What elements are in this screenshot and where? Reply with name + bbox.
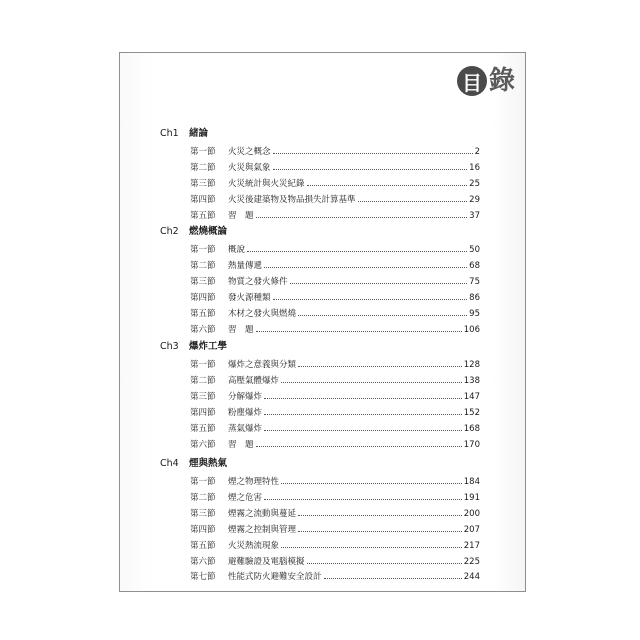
page-number: 191 [463, 492, 480, 503]
toc-entry [190, 436, 480, 450]
page-number: 217 [463, 540, 480, 551]
toc-entry [190, 489, 480, 503]
toc-entry [190, 241, 480, 255]
page-number: 68 [469, 260, 480, 271]
section-title: 分解爆炸 [228, 391, 263, 402]
toc-entry [190, 521, 480, 535]
toc-entry [190, 505, 480, 519]
dot-leader [264, 267, 467, 268]
section-title: 熱量傳遞 [228, 260, 263, 271]
page-number: 244 [463, 572, 480, 583]
toc-entry [190, 273, 480, 287]
section-title: 高壓氣體爆炸 [228, 375, 280, 386]
dot-leader [324, 578, 462, 579]
section-title: 習 題 [228, 439, 254, 450]
chapter-heading [160, 223, 227, 237]
page-number: 147 [463, 391, 480, 402]
page-number: 200 [463, 508, 480, 519]
dot-leader [264, 398, 462, 399]
section-number: 第五節 [190, 308, 216, 319]
section-title: 煙霧之流動與蔓延 [228, 508, 297, 519]
section-title: 木材之發火與燃燒 [228, 308, 297, 319]
section-title: 發火源種類 [228, 292, 271, 303]
dot-leader [264, 414, 462, 415]
page-number: 152 [463, 407, 480, 418]
chapter-heading [160, 125, 208, 139]
toc-entry [190, 321, 480, 335]
dot-leader [358, 201, 468, 202]
section-number: 第六節 [190, 324, 216, 335]
dot-leader [281, 483, 462, 484]
header-char-1: 目 [457, 66, 487, 96]
section-title: 煙之危害 [228, 492, 263, 503]
dot-leader [264, 430, 462, 431]
page-number: 50 [469, 245, 480, 255]
section-title: 概說 [228, 245, 246, 255]
toc-entry [190, 143, 480, 157]
section-number: 第二節 [190, 260, 216, 271]
chapter-heading [160, 338, 227, 352]
page-number: 29 [469, 194, 480, 205]
page-number: 106 [463, 324, 480, 335]
dot-leader [307, 563, 462, 564]
page-number: 37 [469, 210, 480, 221]
section-number: 第六節 [190, 556, 216, 567]
dot-leader [256, 446, 462, 447]
dot-leader [298, 366, 462, 367]
chapter-number: Ch2 [160, 226, 179, 237]
section-title: 爆炸之意義與分類 [228, 360, 297, 370]
page-number: 75 [469, 276, 480, 287]
toc-entry [190, 305, 480, 319]
section-title: 煙霧之控制與管理 [228, 524, 297, 535]
toc-entry [190, 473, 480, 487]
section-number: 第四節 [190, 292, 216, 303]
toc-entry [190, 388, 480, 402]
toc-header [457, 66, 515, 96]
section-number: 第六節 [190, 439, 216, 450]
toc-entry [190, 175, 480, 189]
dot-leader [307, 185, 468, 186]
section-number: 第三節 [190, 508, 216, 519]
page-number: 128 [463, 360, 480, 370]
dot-leader [281, 382, 462, 383]
page-number: 170 [463, 439, 480, 450]
section-number: 第五節 [190, 210, 216, 221]
page-number: 2 [474, 147, 480, 157]
dot-leader [256, 217, 468, 218]
book-page [119, 52, 526, 592]
page-number: 207 [463, 524, 480, 535]
toc-entry [190, 372, 480, 386]
section-title: 習 題 [228, 324, 254, 335]
section-title: 火災之概念 [228, 147, 271, 157]
toc-entry [190, 356, 480, 370]
section-number: 第二節 [190, 492, 216, 503]
chapter-heading [160, 455, 227, 469]
dot-leader [247, 251, 467, 252]
page-number: 138 [463, 375, 480, 386]
section-title: 習 題 [228, 210, 254, 221]
page-number: 25 [469, 178, 480, 189]
section-number: 第四節 [190, 524, 216, 535]
toc-entry [190, 420, 480, 434]
section-number: 第一節 [190, 477, 216, 487]
toc-entry [190, 207, 480, 221]
page-number: 168 [463, 423, 480, 434]
section-title: 粉塵爆炸 [228, 407, 263, 418]
section-title: 火災熱流現象 [228, 540, 280, 551]
toc-entry [190, 537, 480, 551]
toc-entry [190, 553, 480, 567]
dot-leader [273, 153, 473, 154]
chapter-title: 緒論 [189, 128, 209, 139]
dot-leader [298, 515, 462, 516]
dot-leader [273, 169, 468, 170]
dot-leader [281, 547, 462, 548]
toc-entry [190, 404, 480, 418]
section-number: 第一節 [190, 360, 216, 370]
section-number: 第二節 [190, 375, 216, 386]
chapter-number: Ch4 [160, 458, 179, 469]
chapter-title: 爆炸工學 [189, 341, 228, 352]
chapter-number: Ch3 [160, 341, 179, 352]
dot-leader [290, 283, 468, 284]
section-number: 第七節 [190, 572, 216, 583]
dot-leader [264, 499, 462, 500]
page-number: 225 [463, 556, 480, 567]
page-number: 16 [469, 162, 480, 173]
section-number: 第三節 [190, 178, 216, 189]
section-number: 第五節 [190, 540, 216, 551]
dot-leader [298, 531, 462, 532]
section-title: 物質之發火條件 [228, 276, 288, 287]
section-title: 煙之物理特性 [228, 477, 280, 487]
toc-entry [190, 289, 480, 303]
section-title: 火災與氣象 [228, 162, 271, 173]
section-number: 第三節 [190, 391, 216, 402]
section-number: 第二節 [190, 162, 216, 173]
chapter-number: Ch1 [160, 128, 179, 139]
toc-entry [190, 191, 480, 205]
section-title: 性能式防火避難安全設計 [228, 572, 322, 583]
toc-entry [190, 159, 480, 173]
dot-leader [256, 331, 462, 332]
section-title: 火災統計與火災紀錄 [228, 178, 305, 189]
header-char-2: 錄 [488, 66, 515, 96]
page-number: 95 [469, 308, 480, 319]
section-title: 蒸氣爆炸 [228, 423, 263, 434]
section-number: 第三節 [190, 276, 216, 287]
section-title: 避難驗證及電腦模擬 [228, 556, 305, 567]
toc-entry [190, 568, 480, 582]
chapter-title: 煙與熱氣 [189, 458, 228, 469]
section-number: 第一節 [190, 245, 216, 255]
dot-leader [273, 299, 468, 300]
dot-leader [298, 315, 467, 316]
toc-entry [190, 257, 480, 271]
section-number: 第一節 [190, 147, 216, 157]
chapter-title: 燃燒概論 [189, 226, 228, 237]
section-number: 第四節 [190, 194, 216, 205]
page-number: 86 [469, 292, 480, 303]
page-number: 184 [463, 477, 480, 487]
section-number: 第四節 [190, 407, 216, 418]
section-title: 火災後建築物及物品損失計算基準 [228, 194, 356, 205]
section-number: 第五節 [190, 423, 216, 434]
